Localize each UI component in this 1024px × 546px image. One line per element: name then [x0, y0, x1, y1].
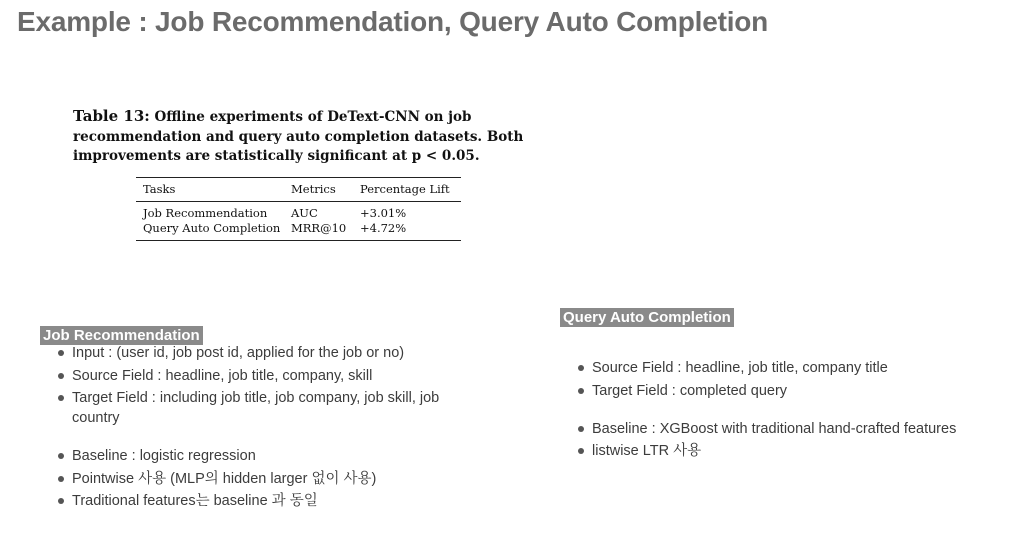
table-row: [136, 221, 461, 236]
list-item: Baseline : XGBoost with traditional hand-crafted features: [576, 419, 1016, 439]
header-tasks: Tasks: [143, 182, 176, 196]
cell-task: Query Auto Completion: [143, 221, 281, 235]
list-item: listwise LTR 사용: [576, 441, 1016, 461]
query-auto-completion-list: [576, 358, 1016, 464]
table-row: [136, 206, 461, 221]
list-item: Target Field : completed query: [576, 381, 1016, 401]
header-metrics: Metrics: [291, 182, 336, 196]
query-auto-completion-label: Query Auto Completion: [560, 308, 734, 327]
cell-lift: +3.01%: [360, 206, 407, 220]
table-caption: [73, 107, 533, 167]
list-item: Input : (user id, job post id, applied for the job or no): [56, 343, 486, 363]
list-item: Source Field : headline, job title, company title: [576, 358, 1016, 378]
job-recommendation-list: [56, 343, 486, 514]
caption-table-number: Table 13:: [73, 107, 150, 125]
cell-metric: AUC: [291, 206, 318, 220]
list-item: Baseline : logistic regression: [56, 446, 486, 466]
list-item: Target Field : including job title, job company, job skill, job country: [56, 388, 486, 428]
cell-task: Job Recommendation: [143, 206, 268, 220]
cell-metric: MRR@10: [291, 221, 347, 235]
job-recommendation-label: Job Recommendation: [40, 326, 203, 345]
list-item: Source Field : headline, job title, company, skill: [56, 366, 486, 386]
table-header-row: [136, 178, 461, 202]
list-item: Pointwise 사용 (MLP의 hidden larger 없이 사용): [56, 469, 486, 489]
caption-text: Offline experiments of DeText-CNN on job recommendation and query auto completion datasets. Both improvements are statistically significant at p < 0.05.: [73, 109, 524, 164]
results-table: [136, 177, 461, 241]
list-item: Traditional features는 baseline 과 동일: [56, 491, 486, 511]
cell-lift: +4.72%: [360, 221, 407, 235]
header-percentage-lift: Percentage Lift: [360, 182, 450, 196]
slide-title: Example : Job Recommendation, Query Auto Completion: [17, 6, 769, 37]
